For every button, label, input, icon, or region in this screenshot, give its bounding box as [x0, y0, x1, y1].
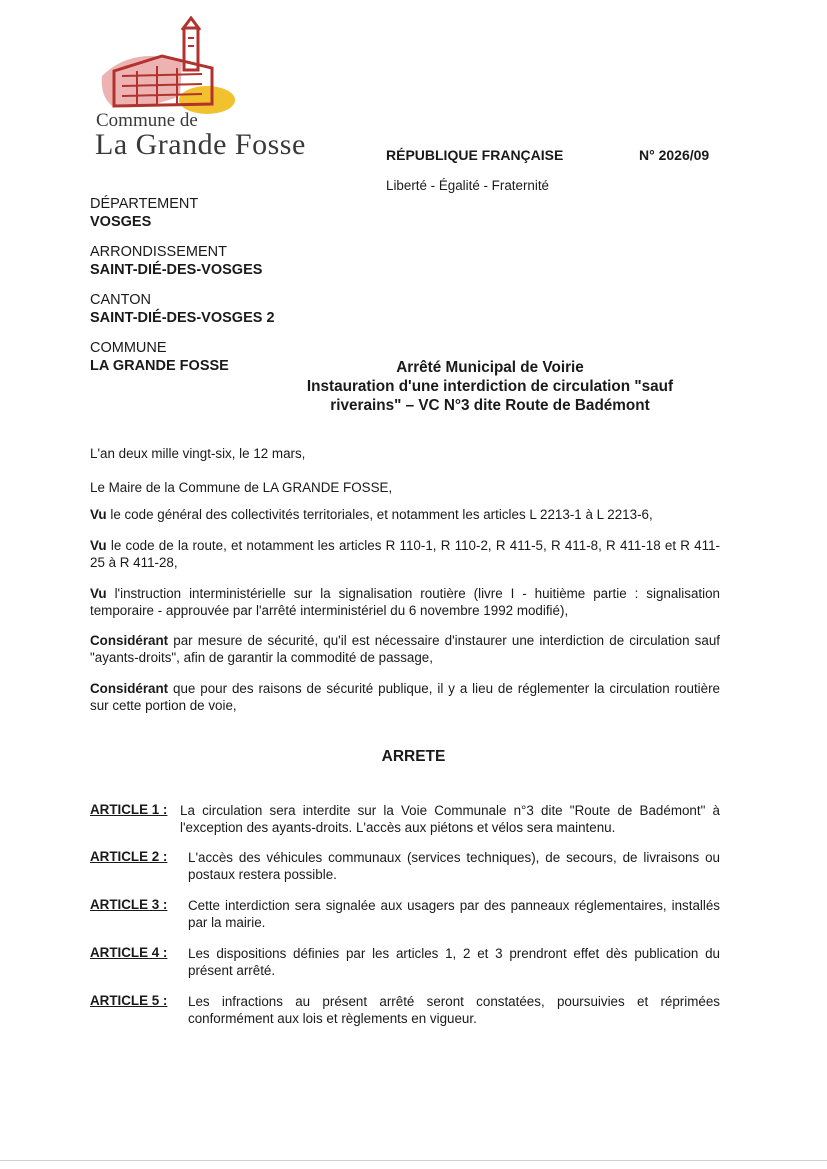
article-4-label: ARTICLE 4 :: [90, 945, 168, 960]
admin-value-departement: VOSGES: [90, 214, 152, 230]
article-4-text: Les dispositions définies par les articles 1, 2 et 3 prendront effet dès publication du présent arrêté.: [188, 946, 720, 979]
logo-text-commune: Commune de: [96, 110, 198, 131]
title-line-1: Arrêté Municipal de Voirie: [396, 359, 584, 376]
article-5-text: Les infractions au présent arrêté seront constatées, poursuivies et réprimées conformément aux lois et règlements en vigueur.: [188, 994, 720, 1027]
admin-value-canton: SAINT-DIÉ-DES-VOSGES 2: [90, 310, 275, 326]
preamble-considerant-2: Considérant que pour des raisons de sécurité publique, il y a lieu de réglementer la circulation routière sur cette portion de voie,: [90, 681, 720, 714]
republique-heading: RÉPUBLIQUE FRANÇAISE: [386, 147, 564, 163]
article-1-label: ARTICLE 1 :: [90, 802, 168, 817]
article-2-label: ARTICLE 2 :: [90, 849, 168, 864]
devise: Liberté - Égalité - Fraternité: [386, 178, 549, 193]
title-line-3: riverains" – VC N°3 dite Route de Badémont: [330, 397, 650, 414]
article-3-text: Cette interdiction sera signalée aux usagers par des panneaux réglementaires, installés par la mairie.: [188, 898, 720, 931]
admin-label-canton: CANTON: [90, 292, 151, 308]
title-line-2: Instauration d'une interdiction de circulation "sauf: [306, 378, 674, 395]
article-3-label: ARTICLE 3 :: [90, 897, 168, 912]
admin-label-departement: DÉPARTEMENT: [90, 196, 199, 212]
preamble-maire: Le Maire de la Commune de LA GRANDE FOSSE,: [90, 480, 393, 495]
admin-value-commune: LA GRANDE FOSSE: [90, 358, 229, 374]
scan-edge-line: [0, 1160, 827, 1161]
admin-label-arrondissement: ARRONDISSEMENT: [90, 244, 227, 260]
arrete-number: N° 2026/09: [639, 147, 710, 163]
logo-text-name: La Grande Fosse: [95, 128, 306, 161]
admin-label-commune: COMMUNE: [90, 340, 167, 356]
preamble-date: L'an deux mille vingt-six, le 12 mars,: [90, 446, 306, 461]
article-5-label: ARTICLE 5 :: [90, 993, 168, 1008]
preamble-vu-1: Vu le code général des collectivités territoriales, et notamment les articles L 2213-1 à L 2213-6,: [90, 507, 653, 522]
preamble-considerant-1: Considérant par mesure de sécurité, qu'il est nécessaire d'instaurer une interdiction de circulation sauf "ayants-droits", afin de garantir la commodité de passage,: [90, 633, 720, 666]
arrete-heading: ARRETE: [381, 748, 446, 765]
document-title: [280, 358, 700, 415]
admin-value-arrondissement: SAINT-DIÉ-DES-VOSGES: [90, 262, 263, 278]
preamble-vu-2: Vu le code de la route, et notamment les articles R 110-1, R 110-2, R 411-5, R 411-8, R 411-18 et R 411-25 à R 411-28,: [90, 538, 720, 571]
article-1-text: La circulation sera interdite sur la Voie Communale n°3 dite "Route de Badémont" à l'exception des ayants-droits. L'accès aux piétons et vélos sera maintenu.: [180, 803, 720, 836]
article-2-text: L'accès des véhicules communaux (services techniques), de secours, de livraisons ou postaux restera possible.: [188, 850, 720, 883]
preamble-vu-3: Vu l'instruction interministérielle sur la signalisation routière (livre I - huitième partie : signalisation temporaire - approuvée par l'arrêté interministériel du 6 novembre 1992 modifié),: [90, 586, 720, 619]
